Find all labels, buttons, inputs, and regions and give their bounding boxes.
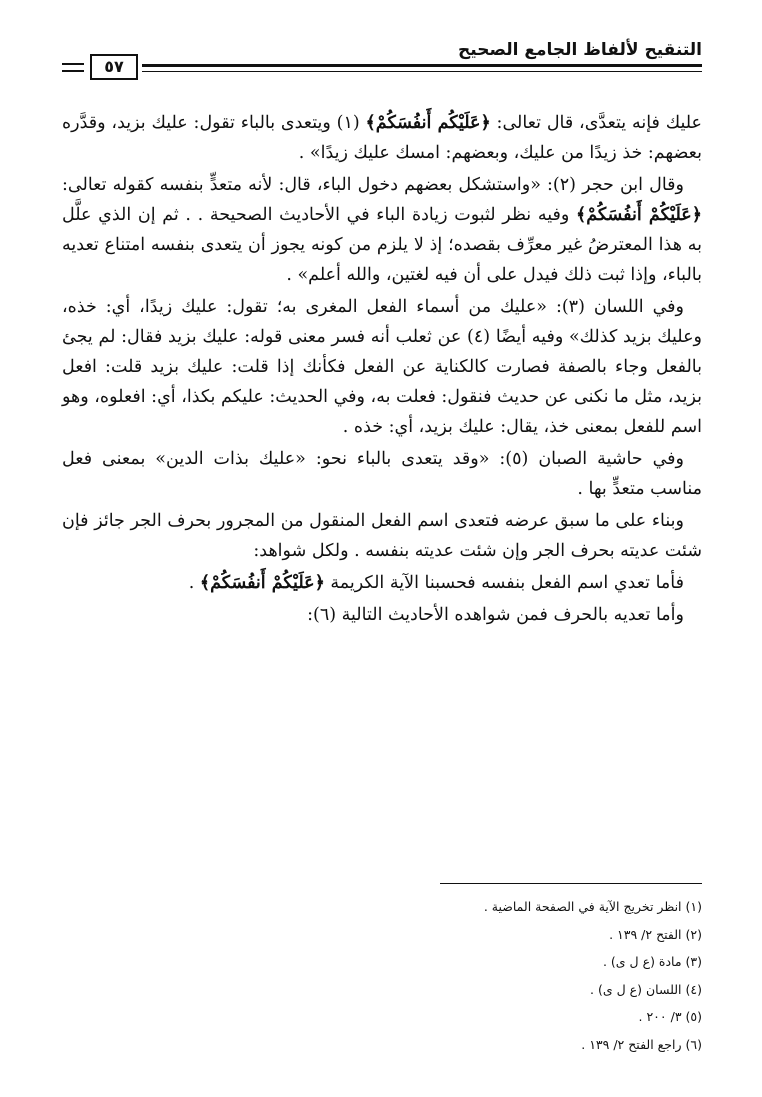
paragraph: وفي حاشية الصبان (٥): «وقد يتعدى بالباء نحو: «عليك بذات الدين» بمعنى فعل مناسب متعدٍّ بها . bbox=[62, 449, 702, 499]
paragraph: عليك فإنه يتعدَّى، قال تعالى: ﴿عَلَيْكُم أَنفُسَكُمْ﴾ (١) ويتعدى بالباء تقول: عليك بزيد، وقدَّره بعضهم: خذ زيدًا من عليك، وبعضهم: امسك عليك زيدًا» . bbox=[62, 113, 703, 163]
paragraph: وفي اللسان (٣): «عليك من أسماء الفعل المغرى به؛ تقول: عليك زيدًا، أي: خذه، وعليك بزيد كذلك» وفيه أيضًا (٤) عن ثعلب أنه فسر معنى قوله: عليك بزيد فقال: لم يجئ بالفعل وجاء بالصفة فصارت كالكناية عن الفعل فكأنك إذا قلت: عليك بزيد قلت: افعل بزيد، مثل ما نكنى عن حديث فنقول: فعلت به، وفي الحديث: عليكم بكذا، أي: افعلوه، وهو اسم للفعل بمعنى خذ، يقال: عليك بزيد، أي: خذه . bbox=[62, 297, 702, 437]
main-text bbox=[62, 108, 702, 632]
footnote: (٤) اللسان (ع ل ى) . bbox=[590, 981, 702, 997]
paragraph: وقال ابن حجر (٢): «واستشكل بعضهم دخول الباء، قال: لأنه متعدٍّ بنفسه كقوله تعالى: ﴿عَلَيْكُمْ أَنفُسَكُمْ﴾ وفيه نظر لثبوت زيادة الباء في الأحاديث الصحيحة . . ثم إن الذي علَّل به هذا المعترضُ غير معرِّف بقصده؛ إذ لا يلزم من كونه يجوز أن يتعدى بنفسه امتناع تعديه بالباء، وإذا ثبت ذلك فيدل على أن فيه لغتين، والله أعلم» . bbox=[62, 175, 702, 285]
quran-verse: ﴿عَلَيْكُم أَنفُسَكُمْ﴾ bbox=[365, 113, 491, 133]
page-header bbox=[62, 38, 702, 88]
paragraph: وبناء على ما سبق عرضه فتعدى اسم الفعل المنقول من المجرور بحرف الجر جائز فإن شئت عديته بحرف الجر وإن شئت عديته بنفسه . ولكل شواهد: bbox=[62, 511, 702, 561]
footnote: (٦) راجع الفتح ٢/ ١٣٩ . bbox=[581, 1036, 702, 1052]
running-title: التنقيح لألفاظ الجامع الصحيح bbox=[458, 40, 702, 60]
page-number: ٥٧ bbox=[90, 54, 138, 80]
header-dash bbox=[62, 63, 84, 65]
footnote: (٢) الفتح ٢/ ١٣٩ . bbox=[609, 926, 702, 942]
paragraph: وأما تعديه بالحرف فمن شواهده الأحاديث التالية (٦): bbox=[307, 605, 684, 625]
quran-verse: ﴿عَلَيْكُمْ أَنفُسَكُمْ﴾ bbox=[199, 573, 325, 593]
footnote-separator bbox=[440, 883, 702, 884]
header-rule bbox=[142, 64, 702, 67]
header-dash bbox=[62, 70, 84, 72]
quran-verse: ﴿عَلَيْكُمْ أَنفُسَكُمْ﴾ bbox=[575, 205, 702, 225]
footnote: (٥) ٣/ ٢٠٠ . bbox=[638, 1009, 702, 1024]
footnote: (٣) مادة (ع ل ى) . bbox=[602, 954, 702, 969]
footnotes bbox=[62, 893, 702, 1058]
footnote: (١) انظر تخريج الآية في الصفحة الماضية . bbox=[483, 899, 702, 914]
paragraph: فأما تعدي اسم الفعل بنفسه فحسبنا الآية الكريمة ﴿عَلَيْكُمْ أَنفُسَكُمْ﴾ . bbox=[188, 573, 684, 593]
header-rule-thin bbox=[142, 71, 702, 72]
